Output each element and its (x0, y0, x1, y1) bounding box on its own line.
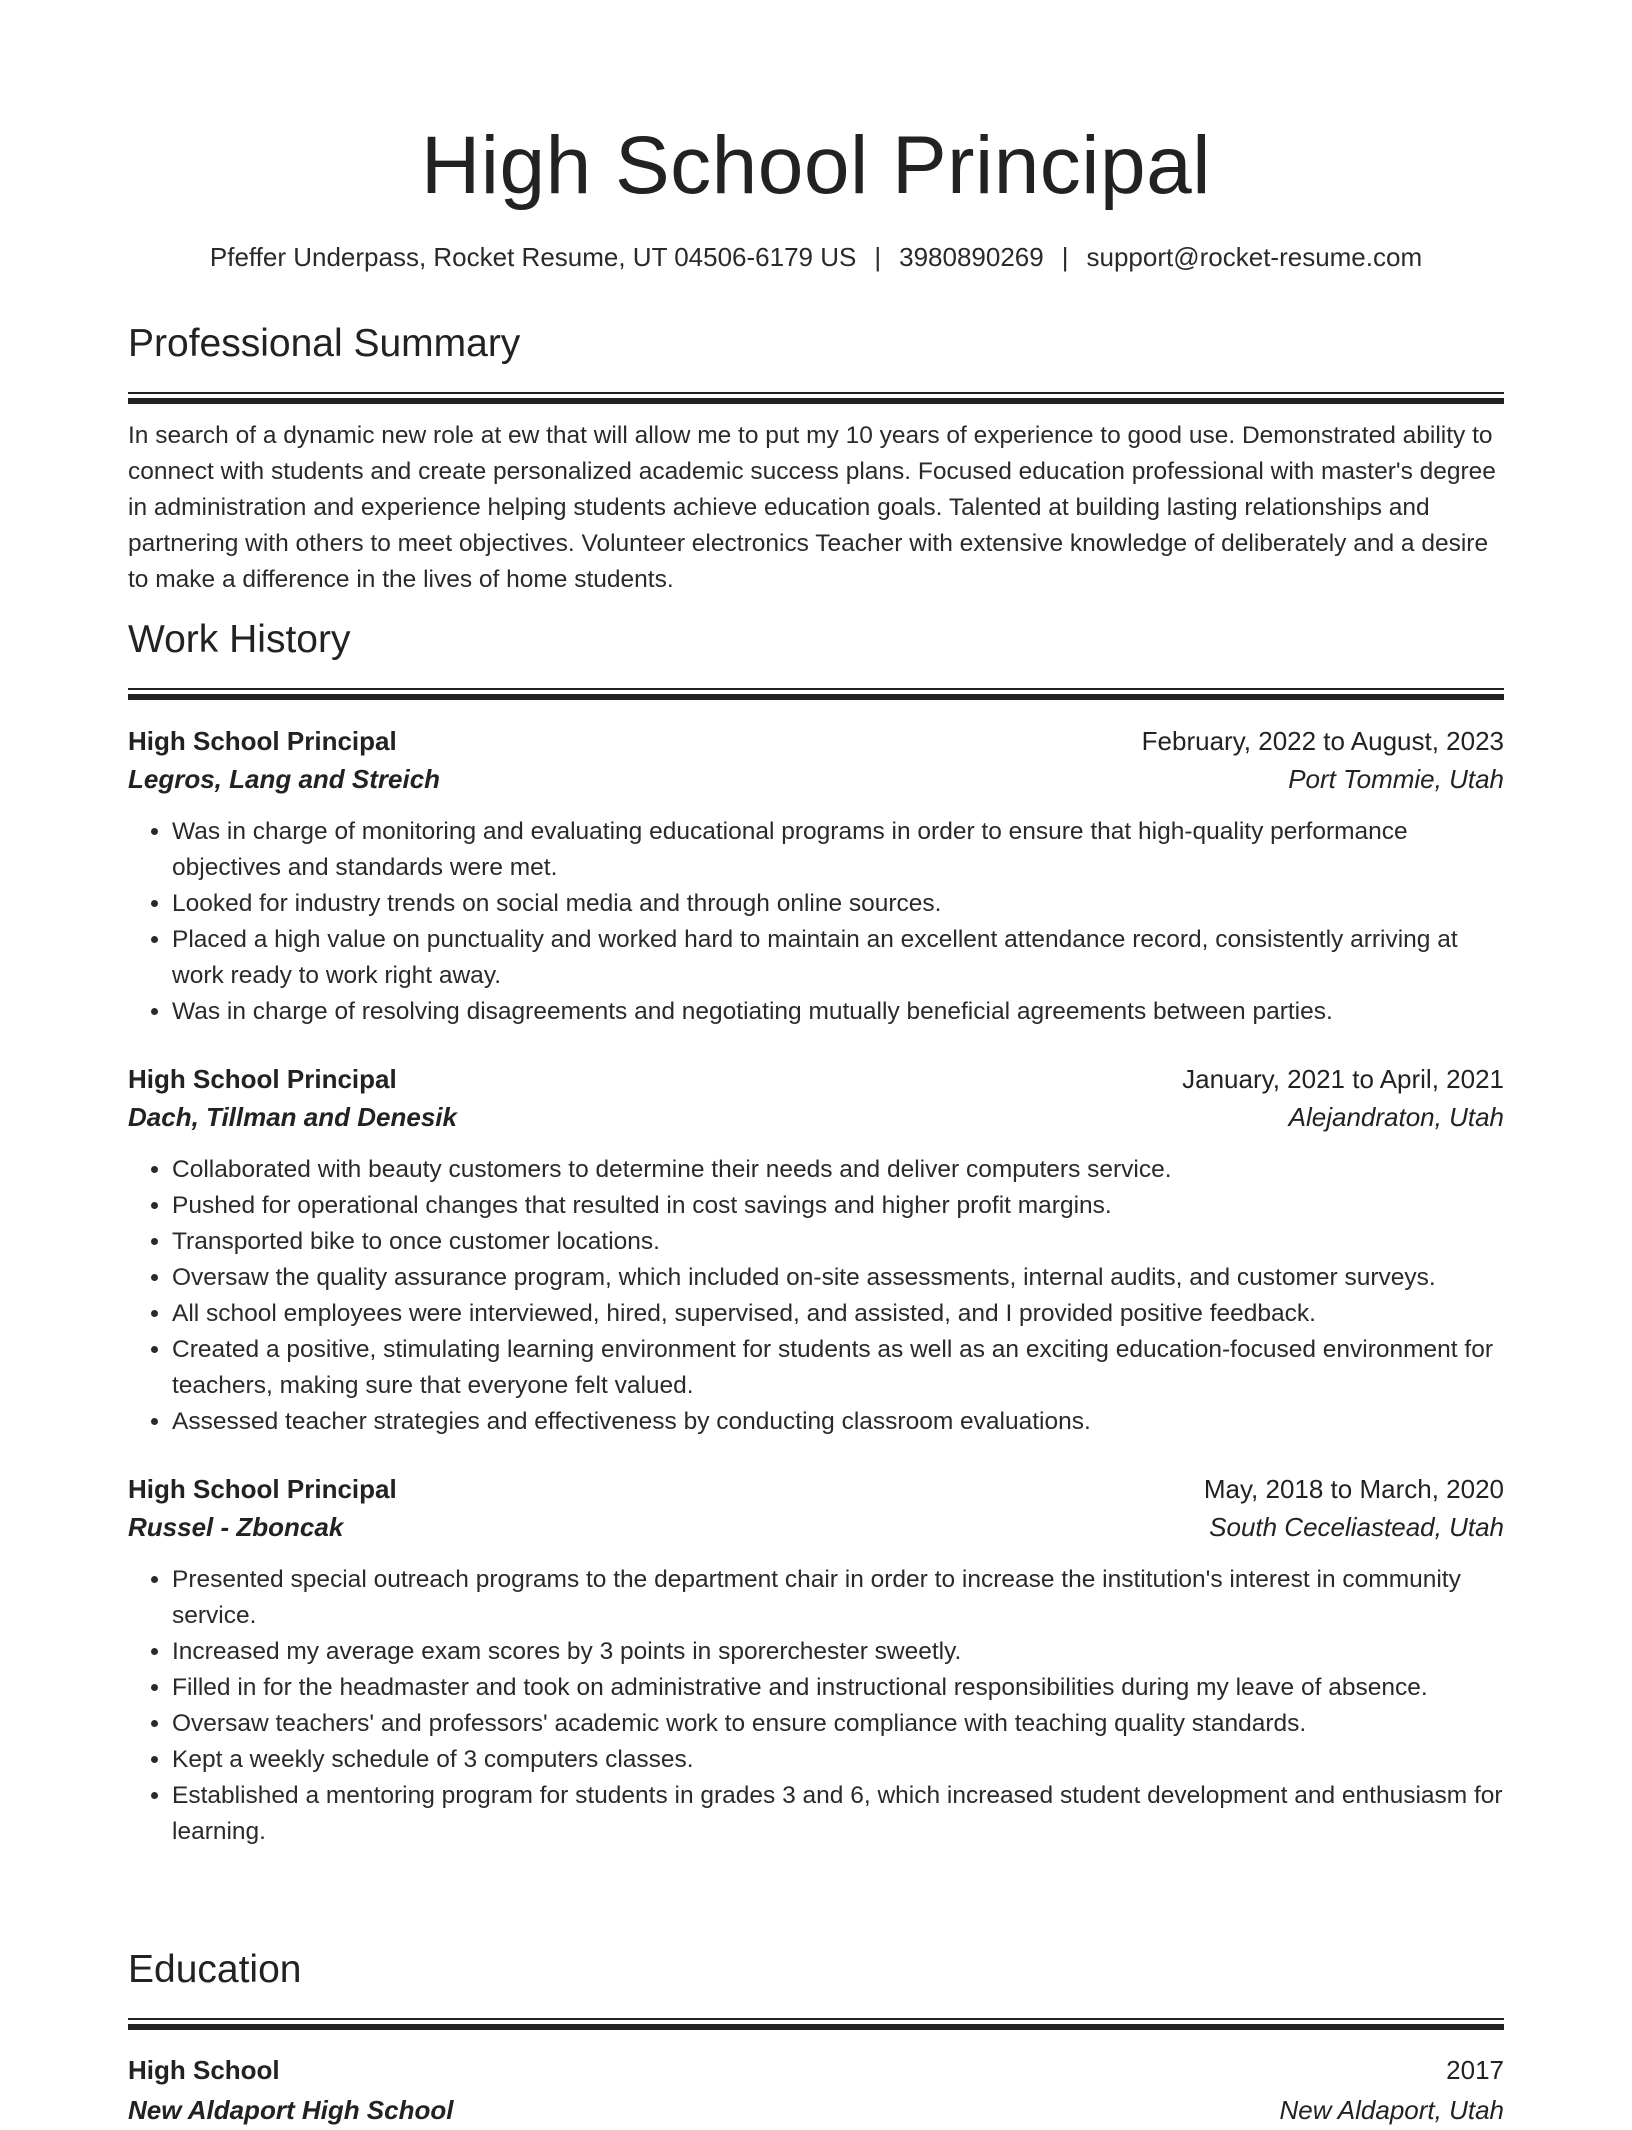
job-bullet-list (128, 1152, 1504, 1440)
job-bullet: • Created a positive, stimulating learning environment for students as well as an exciting education-focused environment for teachers, making sure that everyone felt valued. (172, 1332, 1504, 1404)
job-bullet: • All school employees were interviewed, hired, supervised, and assisted, and I provided positive feedback. (172, 1296, 1504, 1332)
resume-page (128, 0, 1504, 2125)
job-bullet: • Pushed for operational changes that resulted in cost savings and higher profit margins. (172, 1188, 1504, 1224)
contact-address: Pfeffer Underpass, Rocket Resume, UT 04506-6179 US (209, 242, 857, 272)
job-bullet-list (128, 1562, 1504, 1850)
summary-text: In search of a dynamic new role at ew that will allow me to put my 10 years of experience to good use. Demonstrated ability to connect with students and create personalized academic success plans. Focused education professional with master's degree in administration and experience helping students achieve education goals. Talented at building lasting relationships and partnering with others to meet objectives. Volunteer electronics Teacher with extensive knowledge of deliberately and a desire to make a difference in the lives of home students. (128, 422, 1496, 593)
job-bullet: • Oversaw teachers' and professors' academic work to ensure compliance with teaching quality standards. (172, 1706, 1504, 1742)
job-employer-row (128, 1098, 1504, 1136)
job-bullet: • Was in charge of resolving disagreements and negotiating mutually beneficial agreements between parties. (172, 994, 1504, 1030)
education-degree: High School (128, 2055, 280, 2085)
education-school: New Aldaport High School (128, 2095, 454, 2125)
section-heading-work: Work History (128, 618, 351, 661)
job-entry (128, 1060, 1504, 1440)
section-divider (128, 688, 1504, 700)
section-divider (128, 392, 1504, 404)
job-location: Alejandraton, Utah (1288, 1102, 1504, 1132)
job-employer: Dach, Tillman and Denesik (128, 1102, 457, 1132)
job-bullet: • Established a mentoring program for students in grades 3 and 6, which increased student development and enthusiasm for learning. (172, 1778, 1504, 1850)
education-school-row (128, 2090, 1504, 2130)
job-header-row (128, 1470, 1504, 1508)
job-bullet: • Presented special outreach programs to the department chair in order to increase the institution's interest in community service. (172, 1562, 1504, 1634)
job-title: High School Principal (128, 1474, 397, 1504)
job-bullet: • Oversaw the quality assurance program, which included on-site assessments, internal audits, and customer surveys. (172, 1260, 1504, 1296)
job-location: South Ceceliastead, Utah (1209, 1512, 1504, 1542)
job-location: Port Tommie, Utah (1288, 764, 1504, 794)
job-bullet: • Collaborated with beauty customers to determine their needs and deliver computers service. (172, 1152, 1504, 1188)
contact-phone: 3980890269 (899, 242, 1044, 272)
job-bullet: • Was in charge of monitoring and evaluating educational programs in order to ensure that high-quality performance objectives and standards were met. (172, 814, 1504, 886)
education-year: 2017 (1446, 2055, 1504, 2085)
education-header-row (128, 2050, 1504, 2090)
job-title: High School Principal (128, 726, 397, 756)
job-entry (128, 722, 1504, 1030)
work-history-section (128, 614, 1504, 1850)
job-bullet: • Increased my average exam scores by 3 points in sporerchester sweetly. (172, 1634, 1504, 1670)
education-section (128, 1944, 1504, 2130)
section-heading-summary: Professional Summary (128, 322, 521, 365)
education-location: New Aldaport, Utah (1279, 2095, 1504, 2125)
job-entry (128, 1470, 1504, 1850)
job-dates: May, 2018 to March, 2020 (1203, 1474, 1504, 1504)
job-bullet: • Assessed teacher strategies and effectiveness by conducting classroom evaluations. (172, 1404, 1504, 1440)
education-entry (128, 2050, 1504, 2130)
job-dates: February, 2022 to August, 2023 (1141, 726, 1504, 756)
job-bullet: • Filled in for the headmaster and took on administrative and instructional responsibilities during my leave of absence. (172, 1670, 1504, 1706)
professional-summary-section (128, 318, 1504, 598)
job-employer-row (128, 1508, 1504, 1546)
job-header-row (128, 1060, 1504, 1098)
job-bullet: • Placed a high value on punctuality and worked hard to maintain an excellent attendance record, consistently arriving at work ready to work right away. (172, 922, 1504, 994)
job-bullet: • Looked for industry trends on social media and through online sources. (172, 886, 1504, 922)
job-title: High School Principal (128, 1064, 397, 1094)
job-bullet: • Transported bike to once customer locations. (172, 1224, 1504, 1260)
job-bullet-list (128, 814, 1504, 1030)
contact-separator: | (1061, 242, 1069, 272)
job-header-row (128, 722, 1504, 760)
contact-separator: | (874, 242, 882, 272)
contact-email: support@rocket-resume.com (1086, 242, 1423, 272)
job-employer: Legros, Lang and Streich (128, 764, 441, 794)
contact-line (128, 240, 1504, 274)
job-dates: January, 2021 to April, 2021 (1182, 1064, 1504, 1094)
job-employer-row (128, 760, 1504, 798)
section-heading-education: Education (128, 1948, 302, 1991)
resume-title: High School Principal (421, 120, 1211, 211)
job-bullet: • Kept a weekly schedule of 3 computers classes. (172, 1742, 1504, 1778)
section-divider (128, 2018, 1504, 2030)
job-employer: Russel - Zboncak (128, 1512, 344, 1542)
